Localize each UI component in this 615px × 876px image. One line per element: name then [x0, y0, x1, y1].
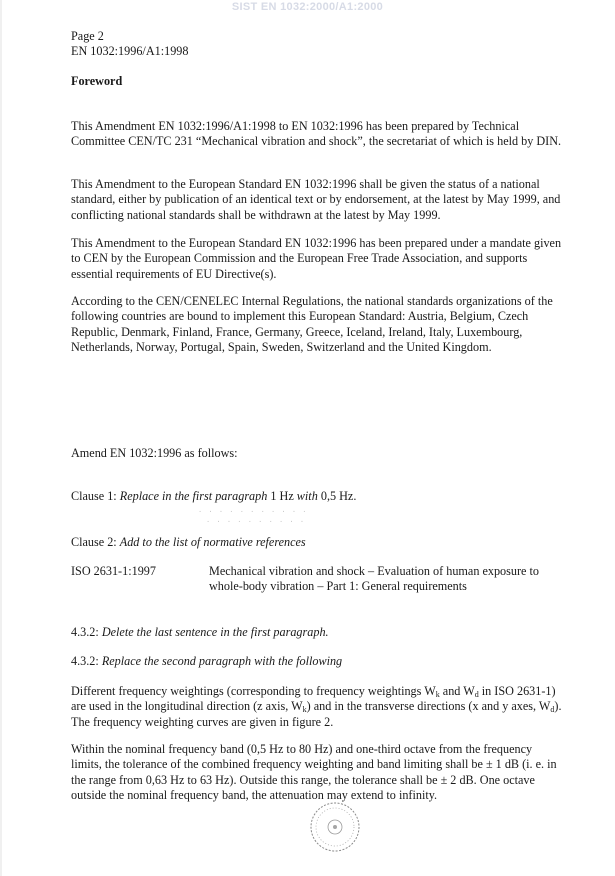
clause-1-old-value: 1 Hz	[270, 489, 294, 503]
foreword-paragraph-2: This Amendment to the European Standard EN 1032:1996 shall be given the status of a national standard, either by publication of an identical text or by endorsement, at the latest by May 1999, and conflicting national standards shall be withdrawn at the latest by May 1999.	[71, 177, 561, 222]
clause-1-line	[71, 489, 356, 504]
text-run: ) and in the transverse directions (x and y axes, W	[306, 699, 551, 714]
document-reference: EN 1032:1996/A1:1998	[71, 44, 189, 58]
foreword-paragraph-4: According to the CEN/CENELEC Internal Regulations, the national standards organizations of the following countries are bound to implement this European Standard: Austria, Belgium, Czech Republic, Denmark, Finland, France, Germany, Greece, Iceland, Ireland, Italy, Luxembourg, Netherlands, Norway, Portugal, Spain, Sweden, Switzerland and the United Kingdom.	[71, 294, 553, 354]
reference-code: ISO 2631-1:1997	[71, 564, 156, 578]
item-4-3-2-instruction: Delete the last sentence in the first paragraph.	[101, 625, 329, 639]
foreword-paragraph-3: This Amendment to the European Standard EN 1032:1996 has been prepared under a mandate given to CEN by the European Commission and the European Free Trade Association, and supports essential requirements of EU Directive(s).	[71, 236, 562, 281]
scan-noise: · · · · · · · · · ·	[206, 518, 306, 526]
scan-noise: · · · · · · · · · · ·	[198, 508, 308, 516]
text-run: Different frequency weightings (corresponding to frequency weightings W	[71, 684, 436, 698]
tolerance-paragraph: Within the nominal frequency band (0,5 Hz to 80 Hz) and one-third octave from the frequency limits, the tolerance of the combined frequency weighting and band limiting shall be ± 1 dB (i. e. in the range from 0,63 Hz to 63 Hz). Outside this range, the tolerance shall be ± 2 dB. One octave outside the nominal frequency band, the attenuation may extend to infinity.	[71, 742, 557, 802]
item-4-3-2-instruction: Replace the second paragraph with the following	[101, 654, 343, 668]
item-4-3-2-label: 4.3.2:	[71, 654, 102, 668]
item-4-3-2-delete	[71, 625, 329, 640]
clause-2-instruction: Add to the list of normative references	[119, 535, 306, 549]
clause-2-line	[71, 535, 306, 550]
subscript: d	[550, 705, 555, 715]
subscript: k	[435, 690, 440, 699]
subscript: d	[474, 690, 479, 699]
foreword-paragraph-1: This Amendment EN 1032:1996/A1:1998 to EN 1032:1996 has been prepared by Technical Committee CEN/TC 231 “Mechanical vibration and shock”, the secretariat of which is held by DIN.	[71, 119, 562, 149]
official-seal-stamp	[304, 800, 366, 854]
clause-1-new-value: 0,5 Hz.	[320, 489, 357, 503]
page-label: Page 2	[71, 29, 104, 43]
text-run: ). The frequency weighting curves are given in figure 2.	[71, 699, 562, 729]
watermark: SIST EN 1032:2000/A1:2000	[231, 1, 384, 13]
page-edge-shadow	[0, 0, 2, 876]
text-run: and W	[439, 684, 475, 698]
clause-1-instruction: Replace in the first paragraph	[119, 489, 271, 503]
clause-2-label: Clause 2:	[71, 535, 120, 549]
frequency-weightings-paragraph	[71, 684, 563, 730]
reference-title: Mechanical vibration and shock – Evaluation of human exposure to whole-body vibration – Part 1: General requirements	[209, 564, 539, 594]
foreword-heading: Foreword	[71, 74, 123, 88]
subscript: k	[302, 705, 307, 715]
item-4-3-2-replace	[71, 654, 342, 669]
text-run: in ISO 2631-1) are used in the longitudinal direction (z axis, W	[71, 684, 556, 714]
clause-1-label: Clause 1:	[71, 489, 120, 503]
clause-1-with: with	[293, 489, 321, 503]
item-4-3-2-label: 4.3.2:	[71, 625, 102, 639]
amend-intro: Amend EN 1032:1996 as follows:	[71, 446, 238, 460]
